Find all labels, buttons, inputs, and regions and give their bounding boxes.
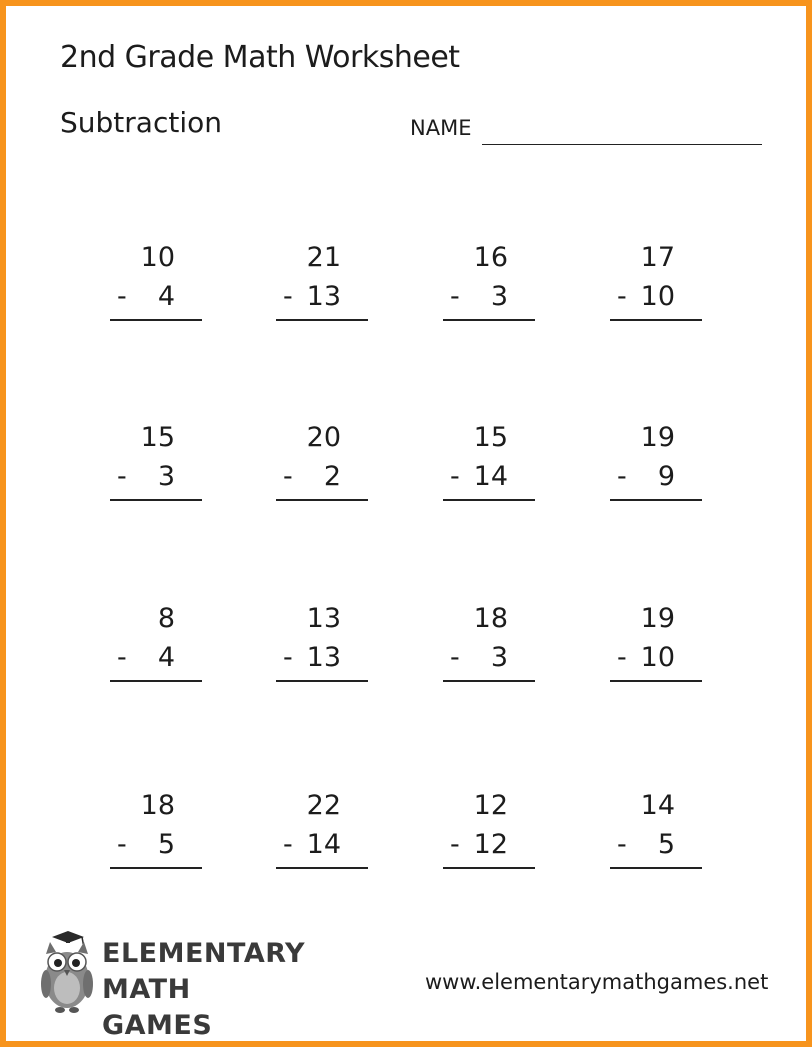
minuend: 18 xyxy=(140,790,175,821)
problem-12 xyxy=(610,603,702,687)
minuend: 15 xyxy=(140,422,175,453)
minuend: 14 xyxy=(640,790,675,821)
minuend: 12 xyxy=(473,790,508,821)
answer-line xyxy=(276,319,368,321)
minus-sign: - xyxy=(283,642,293,673)
problem-7 xyxy=(443,422,535,506)
subtrahend: 4 xyxy=(157,281,175,312)
minuend: 20 xyxy=(306,422,341,453)
problem-9 xyxy=(110,603,202,687)
minus-sign: - xyxy=(617,281,627,312)
minus-sign: - xyxy=(283,461,293,492)
minus-sign: - xyxy=(617,829,627,860)
minus-sign: - xyxy=(117,281,127,312)
subtrahend: 9 xyxy=(657,461,675,492)
subtrahend: 14 xyxy=(306,829,341,860)
answer-line xyxy=(110,499,202,501)
problem-2 xyxy=(276,242,368,326)
minus-sign: - xyxy=(117,829,127,860)
page-title: 2nd Grade Math Worksheet xyxy=(60,40,460,75)
problem-1 xyxy=(110,242,202,326)
subtrahend: 3 xyxy=(157,461,175,492)
logo-wordmark xyxy=(102,936,305,1044)
site-logo xyxy=(36,928,306,1041)
answer-line xyxy=(276,867,368,869)
answer-line xyxy=(443,680,535,682)
minus-sign: - xyxy=(117,461,127,492)
problem-13 xyxy=(110,790,202,874)
problem-4 xyxy=(610,242,702,326)
subtrahend: 3 xyxy=(490,642,508,673)
logo-line-1: ELEMENTARY xyxy=(102,938,306,969)
minuend: 8 xyxy=(157,603,175,634)
subtrahend: 13 xyxy=(306,642,341,673)
subtrahend: 5 xyxy=(657,829,675,860)
subtrahend: 12 xyxy=(473,829,508,860)
problem-6 xyxy=(276,422,368,506)
problem-3 xyxy=(443,242,535,326)
minuend: 17 xyxy=(640,242,675,273)
problem-8 xyxy=(610,422,702,506)
minus-sign: - xyxy=(283,281,293,312)
minuend: 21 xyxy=(306,242,341,273)
owl-graduate-icon xyxy=(36,928,98,1016)
minus-sign: - xyxy=(283,829,293,860)
problem-5 xyxy=(110,422,202,506)
subtrahend: 5 xyxy=(157,829,175,860)
website-url: www.elementarymathgames.net xyxy=(425,970,769,994)
minus-sign: - xyxy=(117,642,127,673)
worksheet-topic: Subtraction xyxy=(60,106,222,139)
minuend: 18 xyxy=(473,603,508,634)
minus-sign: - xyxy=(450,829,460,860)
subtrahend: 10 xyxy=(640,642,675,673)
problem-14 xyxy=(276,790,368,874)
minuend: 15 xyxy=(473,422,508,453)
logo-line-2: MATH GAMES xyxy=(102,974,213,1041)
minuend: 16 xyxy=(473,242,508,273)
answer-line xyxy=(443,867,535,869)
subtrahend: 3 xyxy=(490,281,508,312)
answer-line xyxy=(110,680,202,682)
subtrahend: 14 xyxy=(473,461,508,492)
minus-sign: - xyxy=(617,461,627,492)
minus-sign: - xyxy=(450,461,460,492)
answer-line xyxy=(443,499,535,501)
minuend: 13 xyxy=(306,603,341,634)
subtrahend: 4 xyxy=(157,642,175,673)
subtrahend: 13 xyxy=(306,281,341,312)
problem-16 xyxy=(610,790,702,874)
subtrahend: 10 xyxy=(640,281,675,312)
answer-line xyxy=(443,319,535,321)
answer-line xyxy=(276,499,368,501)
minuend: 10 xyxy=(140,242,175,273)
problem-15 xyxy=(443,790,535,874)
name-field-line xyxy=(482,144,762,145)
subtrahend: 2 xyxy=(323,461,341,492)
minuend: 19 xyxy=(640,603,675,634)
answer-line xyxy=(110,319,202,321)
answer-line xyxy=(110,867,202,869)
minus-sign: - xyxy=(617,642,627,673)
answer-line xyxy=(610,680,702,682)
name-label: NAME xyxy=(410,116,472,140)
answer-line xyxy=(610,499,702,501)
answer-line xyxy=(276,680,368,682)
answer-line xyxy=(610,867,702,869)
problem-11 xyxy=(443,603,535,687)
answer-line xyxy=(610,319,702,321)
minuend: 19 xyxy=(640,422,675,453)
minuend: 22 xyxy=(306,790,341,821)
minus-sign: - xyxy=(450,281,460,312)
minus-sign: - xyxy=(450,642,460,673)
problem-10 xyxy=(276,603,368,687)
